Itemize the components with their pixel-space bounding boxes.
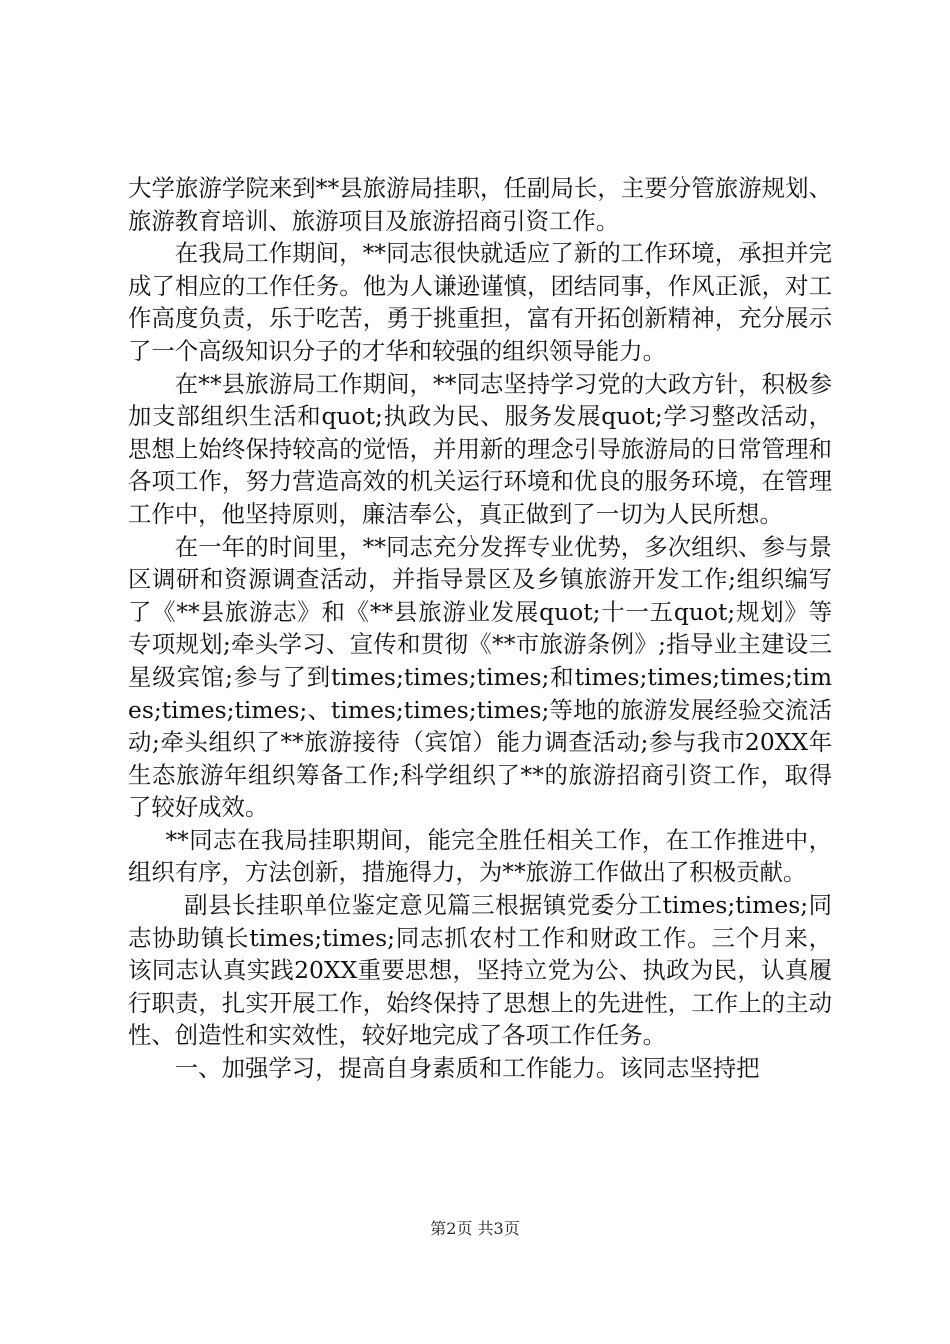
paragraph-3: 在**县旅游局工作期间，**同志坚持学习党的大政方针，积极参加支部组织生活和quot;执政为民、服务发展quot;学习整改活动，思想上始终保持较高的觉悟，并用新的理念引导旅游局的日常管理和各项工作，努力营造高效的机关运行环境和优良的服务环境，在管理工作中，他坚持原则，廉洁奉公，真正做到了一切为人民所想。 [128, 369, 832, 528]
paragraph-5: **同志在我局挂职期间，能完全胜任相关工作，在工作推进中，组织有序，方法创新，措施得力，为**旅游工作做出了积极贡献。 [128, 825, 832, 887]
paragraph-6: 副县长挂职单位鉴定意见篇三根据镇党委分工times;times;同志协助镇长times;times;同志抓农村工作和财政工作。三个月来，该同志认真实践20XX重要思想，坚持立党为公、执政为民，认真履行职责，扎实开展工作，始终保持了思想上的先进性，工作上的主动性、创造性和实效性，较好地完成了各项工作任务。 [128, 891, 832, 1050]
page-footer: 第2页 共3页 [430, 1219, 520, 1238]
paragraph-7: 一、加强学习，提高自身素质和工作能力。该同志坚持把 [174, 1054, 760, 1083]
paragraph-1: 大学旅游学院来到**县旅游局挂职，任副局长，主要分管旅游规划、旅游教育培训、旅游项目及旅游招商引资工作。 [128, 174, 832, 235]
paragraph-2: 在我局工作期间，**同志很快就适应了新的工作环境，承担并完成了相应的工作任务。他为人谦逊谨慎，团结同事，作风正派，对工作高度负责，乐于吃苦，勇于挑重担，富有开拓创新精神，充分展示了一个高级知识分子的才华和较强的组织领导能力。 [128, 239, 832, 365]
document-body [128, 172, 832, 1085]
paragraph-4: 在一年的时间里，**同志充分发挥专业优势，多次组织、参与景区调研和资源调查活动，并指导景区及乡镇旅游开发工作;组织编写了《**县旅游志》和《**县旅游业发展quot;十一五quot;规划》等专项规划;牵头学习、宣传和贯彻《**市旅游条例》;指导业主建设三星级宾馆;参与了到times;times;times;和times;times;times;times;times;times;、times;times;times;等地的旅游发展经验交流活动;牵头组织了**旅游接待（宾馆）能力调查活动;参与我市20XX年生态旅游年组织筹备工作;科学组织了**的旅游招商引资工作，取得了较好成效。 [128, 532, 832, 822]
